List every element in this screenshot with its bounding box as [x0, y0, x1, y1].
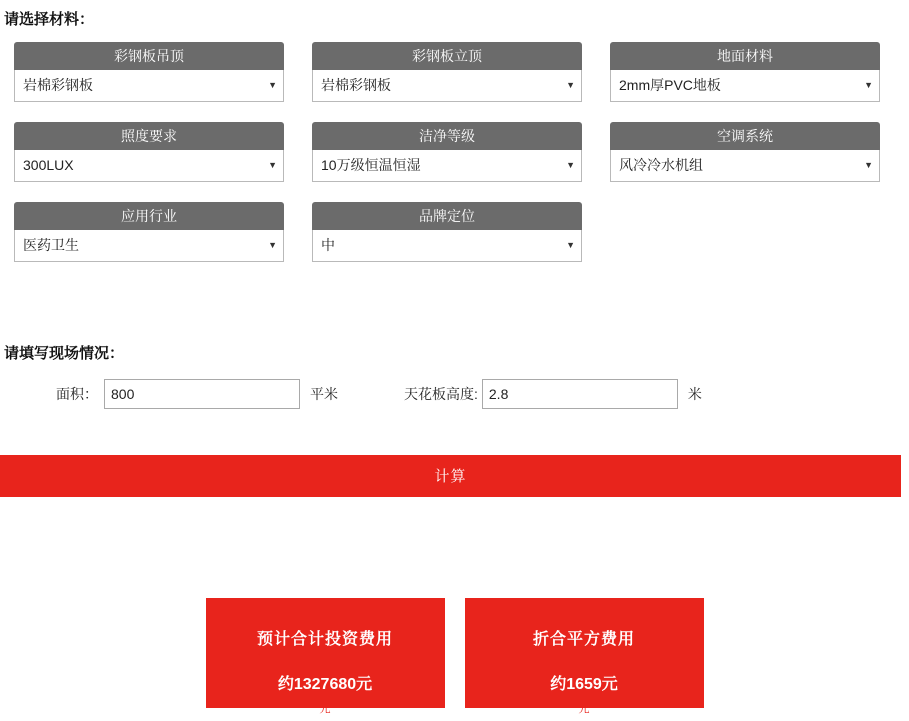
site-section-title: 请填写现场情况：	[4, 345, 125, 362]
select-wall-panel[interactable]	[312, 70, 582, 102]
calculate-button[interactable]: 计算	[0, 455, 901, 497]
select-illumination[interactable]	[14, 150, 284, 182]
result-corner-mark: 元	[319, 703, 331, 715]
select-value-cleanliness-level: 10万级恒温恒湿	[321, 157, 421, 173]
field-label-cleanliness-level: 洁净等级	[312, 122, 582, 150]
chevron-down-icon: ▼	[864, 80, 873, 90]
field-brand-positioning	[312, 202, 582, 262]
ceiling-height-label: 天花板高度:	[404, 386, 478, 402]
select-floor-material[interactable]	[610, 70, 880, 102]
field-hvac-system	[610, 122, 880, 182]
select-cleanliness-level[interactable]	[312, 150, 582, 182]
result-corner-mark: 元	[578, 703, 590, 715]
materials-grid	[14, 42, 894, 282]
chevron-down-icon: ▼	[268, 240, 277, 250]
result-card-total-investment	[206, 598, 445, 715]
site-conditions-row	[0, 377, 909, 411]
ceiling-height-unit: 米	[687, 386, 702, 402]
chevron-down-icon: ▼	[268, 160, 277, 170]
ceiling-height-input[interactable]	[482, 379, 678, 409]
result-value-total-investment: 约1327680元	[277, 676, 373, 693]
result-title-per-square-meter: 折合平方费用	[532, 631, 635, 648]
field-illumination	[14, 122, 284, 182]
result-value-per-square-meter: 约1659元	[550, 676, 618, 693]
results-panel	[0, 598, 909, 715]
chevron-down-icon: ▼	[864, 160, 873, 170]
select-value-ceiling-panel: 岩棉彩钢板	[23, 77, 93, 93]
field-label-illumination: 照度要求	[14, 122, 284, 150]
select-hvac-system[interactable]	[610, 150, 880, 182]
field-label-hvac-system: 空调系统	[610, 122, 880, 150]
chevron-down-icon: ▼	[566, 240, 575, 250]
select-value-industry: 医药卫生	[23, 237, 79, 253]
result-card-per-square-meter	[465, 598, 704, 715]
field-ceiling-panel	[14, 42, 284, 102]
chevron-down-icon: ▼	[268, 80, 277, 90]
field-label-wall-panel: 彩钢板立顶	[312, 42, 582, 70]
select-brand-positioning[interactable]	[312, 230, 582, 262]
area-unit: 平米	[310, 386, 338, 402]
chevron-down-icon: ▼	[566, 80, 575, 90]
field-wall-panel	[312, 42, 582, 102]
field-label-brand-positioning: 品牌定位	[312, 202, 582, 230]
select-value-wall-panel: 岩棉彩钢板	[321, 77, 391, 93]
select-value-illumination: 300LUX	[23, 157, 74, 173]
select-value-hvac-system: 风冷冷水机组	[619, 157, 703, 173]
result-title-total-investment: 预计合计投资费用	[256, 631, 393, 648]
select-industry[interactable]	[14, 230, 284, 262]
select-ceiling-panel[interactable]	[14, 70, 284, 102]
select-value-brand-positioning: 中	[321, 237, 335, 253]
field-label-industry: 应用行业	[14, 202, 284, 230]
field-industry	[14, 202, 284, 262]
materials-section-title: 请选择材料：	[4, 11, 95, 28]
field-floor-material	[610, 42, 880, 102]
field-cleanliness-level	[312, 122, 582, 182]
chevron-down-icon: ▼	[566, 160, 575, 170]
area-label: 面积：	[56, 386, 98, 402]
field-label-ceiling-panel: 彩钢板吊顶	[14, 42, 284, 70]
area-input[interactable]	[104, 379, 300, 409]
select-value-floor-material: 2mm厚PVC地板	[619, 77, 721, 93]
field-label-floor-material: 地面材料	[610, 42, 880, 70]
